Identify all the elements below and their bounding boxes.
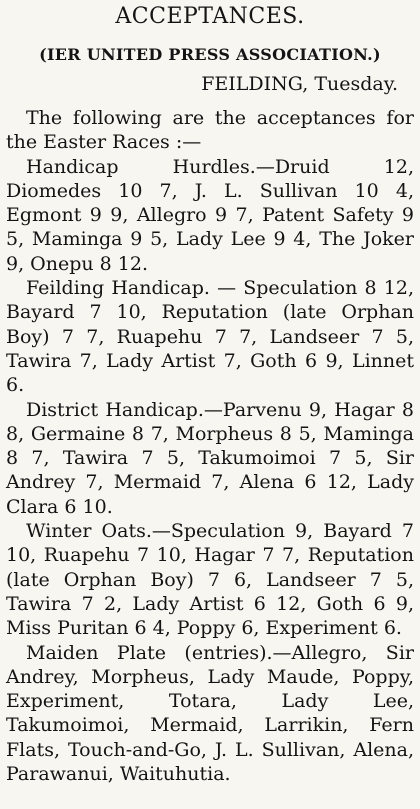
race-acceptances: Druid 12, Diomedes 10 7, J. L. Sullivan 10 4, Egmont 9 9, Allegro 9 7, Patent Safety 9 5, Maminga 9 5, Lady Lee 9 4, The Joker 9, Onepu 8 12. — [6, 155, 414, 275]
race-title: Feilding Handicap. — — [26, 277, 244, 300]
race-title: Maiden Plate (entries).— — [26, 641, 292, 664]
race-acceptances: Parvenu 9, Hagar 8 8, Germaine 8 7, Morpheus 8 5, Maminga 8 7, Tawira 7 5, Takumoimoi 7 5, Sir Andrey 7, Mermaid 7, Alena 6 12, Lady Clara 6 10. — [6, 398, 414, 518]
dateline — [6, 72, 398, 96]
race-maiden-plate — [6, 641, 414, 787]
race-feilding-handicap — [6, 276, 414, 397]
race-handicap-hurdles — [6, 155, 414, 276]
race-title: Winter Oats.— — [26, 520, 171, 543]
race-acceptances: Speculation 8 12, Bayard 7 10, Reputation (late Orphan Boy) 7 7, Ruapehu 7 7, Landseer 7 5, Tawira 7, Lady Artist 7, Goth 6 9, Linnet 6. — [6, 277, 414, 397]
dateline-day: Tuesday. — [314, 73, 398, 95]
race-acceptances: Speculation 9, Bayard 7 10, Ruapehu 7 10, Hagar 7 7, Reputation (late Orphan Boy) 7 6, Landseer 7 5, Tawira 7 2, Lady Artist 6 12, Goth 6 9, Miss Puritan 6 4, Poppy 6, Experiment 6. — [6, 520, 414, 640]
race-acceptances: Allegro, Sir Andrey, Morpheus, Lady Maude, Poppy, Experiment, Totara, Lady Lee, Takumoimoi, Mermaid, Larrikin, Fern Flats, Touch-and-Go, J. L. Sullivan, Alena, Parawanui, Waituhutia. — [6, 641, 414, 786]
race-title: District Handicap.— — [26, 398, 223, 421]
race-title: Handicap Hurdles.— — [26, 155, 275, 178]
race-district-handicap — [6, 398, 414, 519]
headline: ACCEPTANCES. — [115, 4, 305, 29]
press-credit: (IER UNITED PRESS ASSOCIATION.) — [39, 45, 381, 64]
race-winter-oats — [6, 519, 414, 640]
intro-paragraph: The following are the acceptances for the Easter Races :— — [6, 107, 414, 154]
dateline-place: FEILDING, — [201, 73, 309, 95]
